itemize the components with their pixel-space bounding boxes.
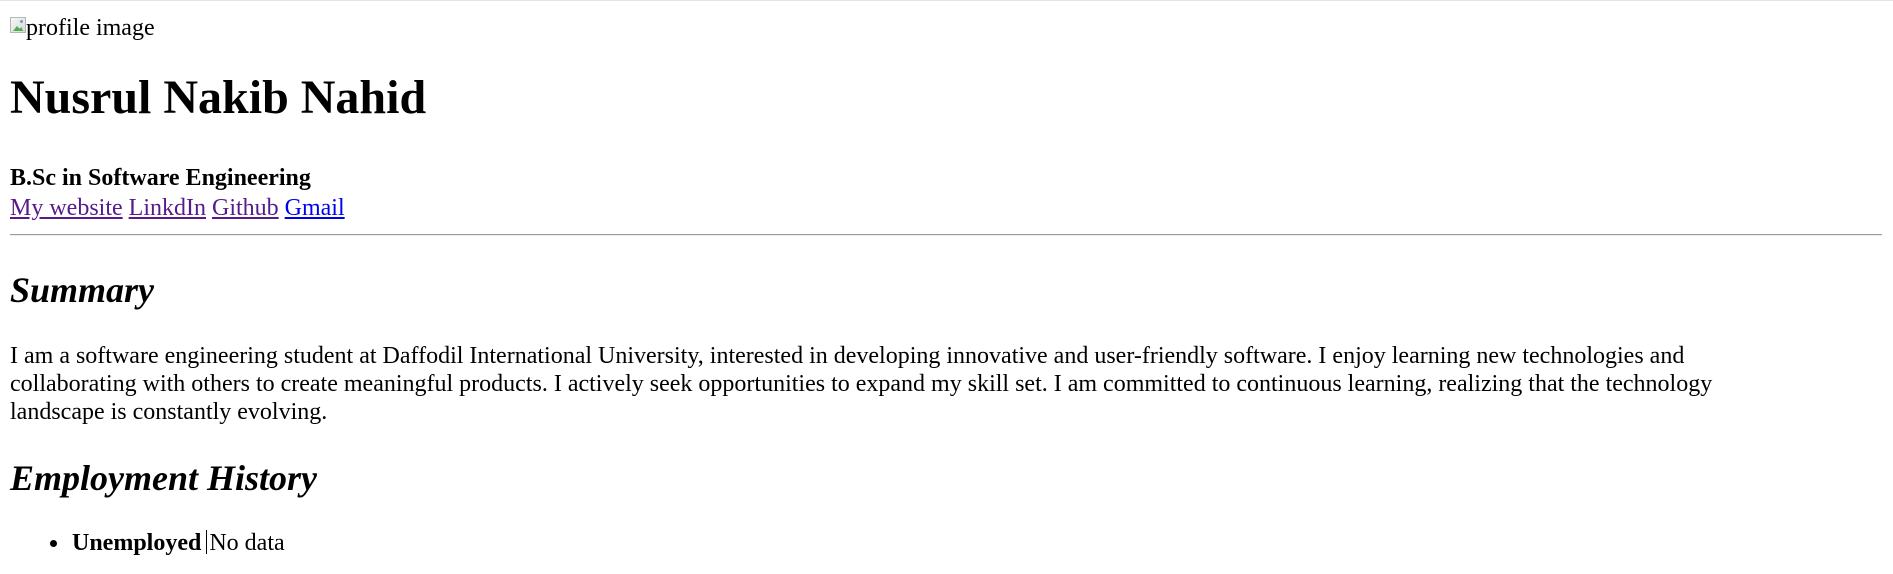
- gmail-link[interactable]: Gmail: [284, 195, 345, 221]
- profile-image-alt-text: profile image: [26, 15, 155, 41]
- broken-image-icon: [10, 17, 26, 33]
- profile-image: [10, 14, 155, 42]
- employment-status: Unemployed: [72, 530, 202, 556]
- github-link[interactable]: Github: [211, 195, 279, 221]
- profile-name: Nusrul Nakib Nahid: [10, 71, 427, 124]
- text-cursor-icon: [206, 530, 207, 554]
- employment-detail: No data: [209, 530, 285, 556]
- employment-item: [72, 529, 285, 557]
- summary-heading: Summary: [10, 270, 155, 310]
- linkedin-link[interactable]: LinkdIn: [128, 195, 206, 221]
- degree-title: B.Sc in Software Engineering: [10, 165, 311, 191]
- website-link[interactable]: My website: [10, 195, 123, 221]
- profile-links: [10, 194, 345, 222]
- employment-list: [72, 529, 285, 557]
- section-divider: [10, 234, 1882, 236]
- employment-history-heading: Employment History: [10, 458, 318, 498]
- list-bullet-icon: [50, 540, 57, 547]
- summary-paragraph: I am a software engineering student at Daffodil International University, interested in developing innovative and user-friendly software. I enjoy learning new technologies and collaborating with others to create meaningful products. I actively seek opportunities to expand my skill set. I am committed to continuous learning, realizing that the technology landscape is constantly evolving.: [10, 343, 1713, 425]
